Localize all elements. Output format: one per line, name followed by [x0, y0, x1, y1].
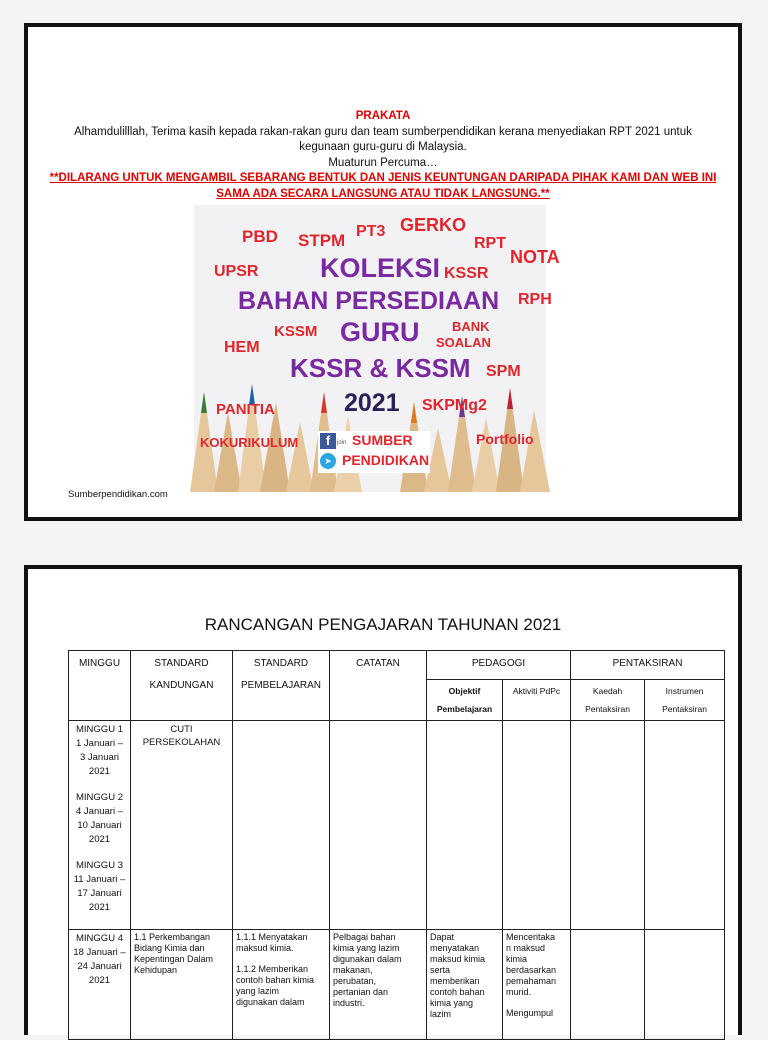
- banner-word-rpt: RPT: [474, 235, 506, 252]
- document-title: RANCANGAN PENGAJARAN TAHUNAN 2021: [204, 615, 562, 634]
- banner-headline: GURU: [340, 317, 420, 347]
- warning-line: SAMA ADA SECARA LANGSUNG ATAU TIDAK LANGSUNG.**: [216, 187, 550, 200]
- website-footer: Sumberpendidikan.com: [68, 489, 168, 500]
- empty-cell: [571, 930, 645, 1040]
- facebook-icon: f: [320, 433, 336, 449]
- table-row: [69, 721, 725, 930]
- telegram-icon: ➤: [320, 453, 336, 469]
- banner-word-hem: HEM: [224, 339, 260, 356]
- sumber-logo: [318, 431, 430, 473]
- empty-cell: [233, 721, 330, 930]
- banner-word-kokurikulum: KOKURIKULUM: [200, 435, 299, 450]
- banner-word-pbd: PBD: [242, 227, 278, 246]
- cuti-persekolahan-cell: CUTI PERSEKOLAHAN: [131, 721, 233, 930]
- banner-word-nota: NOTA: [510, 247, 560, 267]
- banner-word-spm: SPM: [486, 363, 521, 380]
- standard-pembelajaran-cell: 1.1.1 Menyatakan maksud kimia. 1.1.2 Memberikan contoh bahan kimia yang lazim digunakan dalam: [233, 930, 330, 1040]
- logo-text: PENDIDIKAN: [342, 452, 430, 468]
- empty-cell: [645, 721, 725, 930]
- header-pentaksiran: PENTAKSIRAN: [571, 651, 725, 680]
- header-objektif: Objektif Pembelajaran: [427, 680, 503, 721]
- empty-cell: [571, 721, 645, 930]
- prakata-line: Alhamdulilllah, Terima kasih kepada rakan-rakan guru dan team sumberpendidikan kerana menyediakan RPT 2021 untuk: [74, 125, 692, 138]
- objektif-cell: Dapat menyatakan maksud kimia serta memberikan contoh bahan kimia yang lazim: [427, 930, 503, 1040]
- header-instrumen: Instrumen Pentaksiran: [645, 680, 725, 721]
- promo-banner-image: [194, 205, 560, 492]
- table-header-row: [69, 651, 725, 680]
- banner-word-stpm: STPM: [298, 231, 346, 250]
- empty-cell: [427, 721, 503, 930]
- banner-headline: BAHAN PERSEDIAAN: [238, 287, 500, 315]
- empty-cell: [503, 721, 571, 930]
- prakata-line: Muaturun Percuma…: [328, 156, 438, 169]
- rpt-table: [68, 650, 725, 1040]
- empty-cell: [645, 930, 725, 1040]
- header-pedagogi: PEDAGOGI: [427, 651, 571, 680]
- catatan-cell: Pelbagai bahan kimia yang lazim digunakan dalam makanan, perubatan, pertanian dan industri.: [330, 930, 427, 1040]
- table-row: [69, 930, 725, 1040]
- banner-headline: KSSR & KSSM: [290, 353, 471, 383]
- empty-cell: [330, 721, 427, 930]
- minggu-cell: MINGGU 4 18 Januari – 24 Januari 2021: [69, 930, 131, 1040]
- banner-word-rph: RPH: [518, 291, 552, 308]
- banner-word-panitia: PANITIA: [216, 401, 275, 418]
- banner-word-gerko: GERKO: [400, 215, 467, 235]
- banner-word-portfolio: Portfolio: [476, 431, 534, 447]
- standard-kandungan-cell: 1.1 Perkembangan Bidang Kimia dan Kepentingan Dalam Kehidupan: [131, 930, 233, 1040]
- header-standard-kandungan: STANDARD KANDUNGAN: [131, 651, 233, 721]
- prakata-title: PRAKATA: [355, 110, 411, 122]
- rpt-page: [24, 565, 742, 1035]
- header-aktiviti: Aktiviti PdPc: [503, 680, 571, 721]
- banner-word-kssr: KSSR: [444, 265, 489, 282]
- banner-headline: KOLEKSI: [320, 253, 441, 283]
- header-standard-pembelajaran: STANDARD PEMBELAJARAN: [233, 651, 330, 721]
- header-minggu: MINGGU: [69, 651, 131, 721]
- cover-page: [24, 23, 742, 521]
- banner-word-bank: BANK: [452, 319, 490, 334]
- banner-word-soalan: SOALAN: [436, 335, 491, 350]
- warning-line: **DILARANG UNTUK MENGAMBIL SEBARANG BENTUK DAN JENIS KEUNTUNGAN DARIPADA PIHAK KAMI DAN WEB INI: [49, 172, 717, 184]
- banner-word-skpmg2: SKPMg2: [422, 397, 487, 414]
- logo-text: SUMBER: [352, 432, 413, 448]
- logo-small-text: join: [337, 440, 347, 446]
- banner-word-pt3: PT3: [356, 223, 386, 240]
- prakata-line: kegunaan guru-guru di Malaysia.: [299, 141, 467, 153]
- banner-year: 2021: [344, 389, 400, 417]
- banner-word-upsr: UPSR: [214, 263, 259, 280]
- minggu-cell: MINGGU 1 1 Januari – 3 Januari 2021 MINGGU 2 4 Januari – 10 Januari 2021 MINGGU 3 11 Januari – 17 Januari 2021: [69, 721, 131, 930]
- header-catatan: CATATAN: [330, 651, 427, 721]
- aktiviti-cell: Menceritaka n maksud kimia berdasarkan pemahaman murid. Mengumpul: [503, 930, 571, 1040]
- prakata-section: [28, 109, 738, 202]
- banner-word-kssm: KSSM: [274, 323, 318, 340]
- header-kaedah: Kaedah Pentaksiran: [571, 680, 645, 721]
